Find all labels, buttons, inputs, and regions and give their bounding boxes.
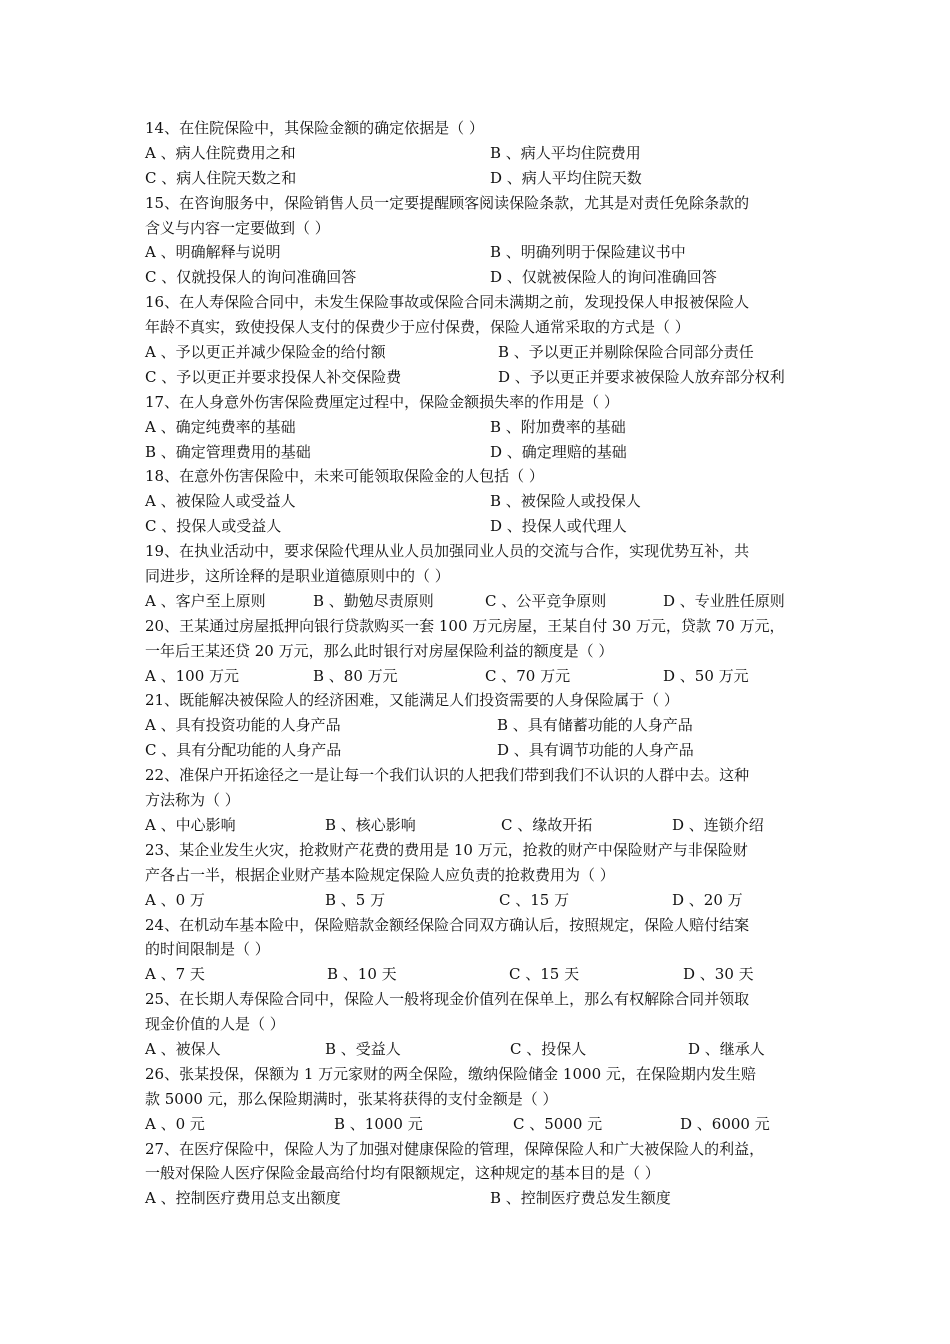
question-list [145, 116, 815, 1211]
option-row [145, 415, 815, 440]
option-item: C 、病人住院天数之和 [145, 168, 297, 187]
option-item: D 、继承人 [688, 1039, 765, 1058]
option-item: D 、确定理赔的基础 [490, 442, 627, 461]
option-item: A 、病人住院费用之和 [145, 143, 296, 162]
question-stem-line: 15、在咨询服务中，保险销售人员一定要提醒顾客阅读保险条款，尤其是对责任免除条款的 [145, 193, 750, 212]
option-item: B 、明确列明于保险建议书中 [490, 243, 686, 262]
option-item: C 、投保人 [510, 1039, 587, 1058]
question-stem-line: 一年后王某还贷 20 万元，那么此时银行对房屋保险利益的额度是（ ） [145, 641, 614, 660]
option-row [145, 1037, 815, 1062]
question-stem-line: 22、准保户开拓途径之一是让每一个我们认识的人把我们带到我们不认识的人群中去。这种 [145, 766, 750, 785]
option-item: C 、予以更正并要求投保人补交保险费 [145, 367, 402, 386]
question-27 [145, 1137, 815, 1212]
option-item: B 、确定管理费用的基础 [145, 442, 311, 461]
option-item: B 、5 万 [325, 890, 386, 909]
option-row [145, 664, 815, 689]
option-item: A 、具有投资功能的人身产品 [145, 716, 341, 735]
question-14 [145, 116, 815, 191]
option-item: C 、15 万 [499, 890, 570, 909]
option-row [145, 1186, 815, 1211]
question-22 [145, 763, 815, 838]
option-item: C 、具有分配功能的人身产品 [145, 741, 342, 760]
question-stem-line: 方法称为（ ） [145, 791, 240, 810]
question-stem-line: 19、在执业活动中，要求保险代理从业人员加强同业人员的交流与合作，实现优势互补，共 [145, 542, 750, 561]
option-row [145, 166, 815, 191]
question-17 [145, 390, 815, 465]
question-stem-line: 27、在医疗保险中，保险人为了加强对健康保险的管理，保障保险人和广大被保险人的利益， [145, 1139, 765, 1158]
question-stem-line: 25、在长期人寿保险合同中，保险人一般将现金价值列在保单上，那么有权解除合同并领取 [145, 990, 750, 1009]
question-stem-line: 24、在机动车基本险中，保险赔款金额经保险合同双方确认后，按照规定，保险人赔付结案 [145, 915, 750, 934]
option-item: D 、连锁介绍 [672, 815, 764, 834]
option-row [145, 365, 815, 390]
option-item: B 、被保险人或投保人 [490, 492, 641, 511]
question-stem-line: 年龄不真实，致使投保人支付的保费少于应付保费，保险人通常采取的方式是（ ） [145, 318, 690, 337]
question-stem-line: 23、某企业发生火灾，抢救财产花费的费用是 10 万元，抢救的财产中保险财产与非保险财 [145, 840, 748, 859]
option-item: A 、0 元 [145, 1114, 205, 1133]
question-stem-line: 21、既能解决被保险人的经济困难，又能满足人们投资需要的人身保险属于（ ） [145, 691, 679, 710]
question-25 [145, 987, 815, 1062]
question-stem-line: 14、在住院保险中，其保险金额的确定依据是（ ） [145, 119, 484, 137]
option-item: A 、予以更正并减少保险金的给付额 [145, 343, 386, 362]
question-stem-line: 同进步，这所诠释的是职业道德原则中的（ ） [145, 567, 450, 586]
option-item: B 、1000 元 [334, 1114, 423, 1133]
option-row [145, 962, 815, 987]
option-item: D 、50 万元 [663, 666, 749, 685]
option-item: B 、核心影响 [325, 815, 416, 834]
option-item: B 、10 天 [327, 965, 397, 984]
option-item: A 、中心影响 [145, 815, 236, 834]
question-stem-line: 含义与内容一定要做到（ ） [145, 218, 330, 237]
option-row [145, 440, 815, 465]
option-item: B 、附加费率的基础 [490, 417, 626, 436]
option-item: C 、投保人或受益人 [145, 517, 282, 536]
question-26 [145, 1062, 815, 1137]
question-stem-line: 17、在人身意外伤害保险费厘定过程中，保险金额损失率的作用是（ ） [145, 392, 619, 411]
option-row [145, 888, 815, 913]
question-24 [145, 913, 815, 988]
option-item: B 、受益人 [325, 1039, 401, 1058]
option-item: A 、100 万元 [145, 666, 239, 685]
option-row [145, 265, 815, 290]
option-item: A 、客户至上原则 [145, 591, 266, 610]
option-row [145, 813, 815, 838]
option-item: C 、70 万元 [485, 666, 571, 685]
question-stem-line: 26、张某投保，保额为 1 万元家财的两全保险，缴纳保险储金 1000 元，在保险期内发生赔 [145, 1064, 756, 1083]
question-20 [145, 614, 815, 689]
question-18 [145, 464, 815, 539]
option-item: B 、病人平均住院费用 [490, 143, 641, 162]
option-row [145, 240, 815, 265]
option-item: A 、7 天 [145, 965, 205, 984]
option-item: D 、具有调节功能的人身产品 [497, 741, 694, 760]
option-item: B 、80 万元 [313, 666, 398, 685]
question-stem-line: 16、在人寿保险合同中，未发生保险事故或保险合同未满期之前，发现投保人申报被保险人 [145, 293, 750, 312]
option-item: A 、明确解释与说明 [145, 243, 281, 262]
option-item: B 、予以更正并剔除保险合同部分责任 [498, 343, 754, 362]
option-item: A 、确定纯费率的基础 [145, 417, 296, 436]
option-item: D 、病人平均住院天数 [490, 168, 642, 187]
option-row [145, 1112, 815, 1137]
question-19 [145, 539, 815, 614]
option-row [145, 141, 815, 166]
option-item: C 、5000 元 [513, 1114, 603, 1133]
option-item: A 、被保险人或受益人 [145, 492, 296, 511]
option-item: D 、专业胜任原则 [663, 591, 785, 610]
option-row [145, 713, 815, 738]
option-item: C 、公平竞争原则 [485, 591, 607, 610]
option-row [145, 514, 815, 539]
question-stem-line: 的时间限制是（ ） [145, 940, 270, 959]
question-stem-line: 20、王某通过房屋抵押向银行贷款购买一套 100 万元房屋，王某自付 30 万元，贷款 70 万元， [145, 616, 785, 635]
option-item: D 、6000 元 [680, 1114, 770, 1133]
option-item: C 、15 天 [509, 965, 580, 984]
option-item: C 、仅就投保人的询问准确回答 [145, 268, 357, 287]
option-row [145, 738, 815, 763]
option-item: D 、投保人或代理人 [490, 517, 627, 536]
question-stem-line: 18、在意外伤害保险中，未来可能领取保险金的人包括（ ） [145, 467, 544, 486]
question-15 [145, 191, 815, 291]
option-item: B 、具有储蓄功能的人身产品 [497, 716, 693, 735]
question-stem-line: 款 5000 元，那么保险期满时，张某将获得的支付金额是（ ） [145, 1089, 558, 1108]
question-21 [145, 688, 815, 763]
option-item: A 、0 万 [145, 890, 205, 909]
option-item: D 、20 万 [672, 890, 743, 909]
option-item: D 、予以更正并要求被保险人放弃部分权利 [498, 367, 785, 386]
option-item: B 、勤勉尽责原则 [313, 591, 434, 610]
question-stem-line: 产各占一半，根据企业财产基本险规定保险人应负责的抢救费用为（ ） [145, 865, 615, 884]
option-item: A 、控制医疗费用总支出额度 [145, 1189, 341, 1208]
option-item: C 、缘故开拓 [501, 815, 593, 834]
option-row [145, 340, 815, 365]
question-stem-line: 现金价值的人是（ ） [145, 1015, 285, 1034]
option-item: D 、30 天 [683, 965, 754, 984]
question-stem-line: 一般对保险人医疗保险金最高给付均有限额规定，这种规定的基本目的是（ ） [145, 1164, 660, 1183]
option-item: A 、被保人 [145, 1039, 221, 1058]
option-item: B 、控制医疗费总发生额度 [490, 1189, 671, 1208]
question-23 [145, 838, 815, 913]
option-row [145, 589, 815, 614]
question-16 [145, 290, 815, 390]
option-row [145, 489, 815, 514]
option-item: D 、仅就被保险人的询问准确回答 [490, 268, 717, 287]
